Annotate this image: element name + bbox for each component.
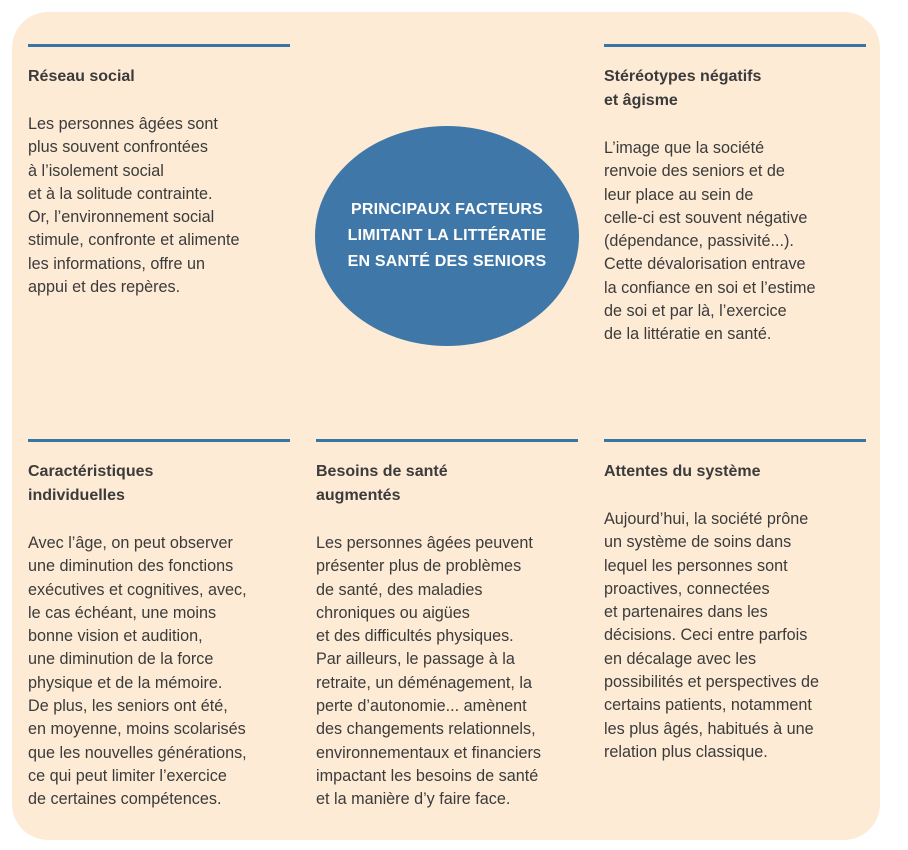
block-body: Les personnes âgées peuvent présenter plus de problèmes de santé, des maladies chroniques ou aigües et des difficultés physiques. Par ailleurs, le passage à la retraite, un déménagement, la perte d’autonomie... amènent des changements relationnels, environnementaux et financiers impactant les besoins de santé et la manière d’y faire face.	[316, 534, 541, 809]
block-heading: Stéréotypes négatifs et âgisme	[604, 68, 762, 109]
block-heading: Besoins de santé augmentés	[316, 463, 448, 504]
block-body: Les personnes âgées sont plus souvent confrontées à l’isolement social et à la solitude contrainte. Or, l’environnement social stimule, confronte et alimente les informations, offre un appui et des repères.	[28, 115, 240, 297]
divider-line	[604, 44, 866, 47]
center-title: PRINCIPAUX FACTEURS LIMITANT LA LITTÉRATIE EN SANTÉ DES SENIORS	[347, 201, 547, 270]
block-reseau-social	[28, 44, 290, 299]
block-attentes-systeme	[604, 439, 866, 764]
block-heading: Attentes du système	[604, 463, 761, 480]
block-body: Aujourd’hui, la société prône un système de soins dans lequel les personnes sont proactives, connectées et partenaires dans les décisions. Ceci entre parfois en décalage avec les possibilités et perspectives de certains patients, notamment les plus âgés, habitués à une relation plus classique.	[604, 510, 820, 761]
block-heading: Réseau social	[28, 68, 135, 85]
divider-line	[604, 439, 866, 442]
block-body: Avec l’âge, on peut observer une diminution des fonctions exécutives et cognitives, avec, le cas échéant, une moins bonne vision et audition, une diminution de la force physique et de la mémoire. De plus, les seniors ont été, en moyenne, moins scolarisés que les nouvelles générations, ce qui peut limiter l’exercice de certaines compétences.	[28, 534, 247, 809]
block-besoins-sante	[316, 439, 578, 812]
block-heading: Caractéristiques individuelles	[28, 463, 154, 504]
block-caracteristiques	[28, 439, 290, 812]
divider-line	[316, 439, 578, 442]
divider-line	[28, 44, 290, 47]
block-body: L’image que la société renvoie des seniors et de leur place au sein de celle-ci est souvent négative (dépendance, passivité...). Cette dévalorisation entrave la confiance en soi et l’estime de soi et par là, l’exercice de la littératie en santé.	[604, 139, 816, 344]
center-circle	[315, 126, 579, 346]
divider-line	[28, 439, 290, 442]
block-stereotypes	[604, 44, 866, 347]
